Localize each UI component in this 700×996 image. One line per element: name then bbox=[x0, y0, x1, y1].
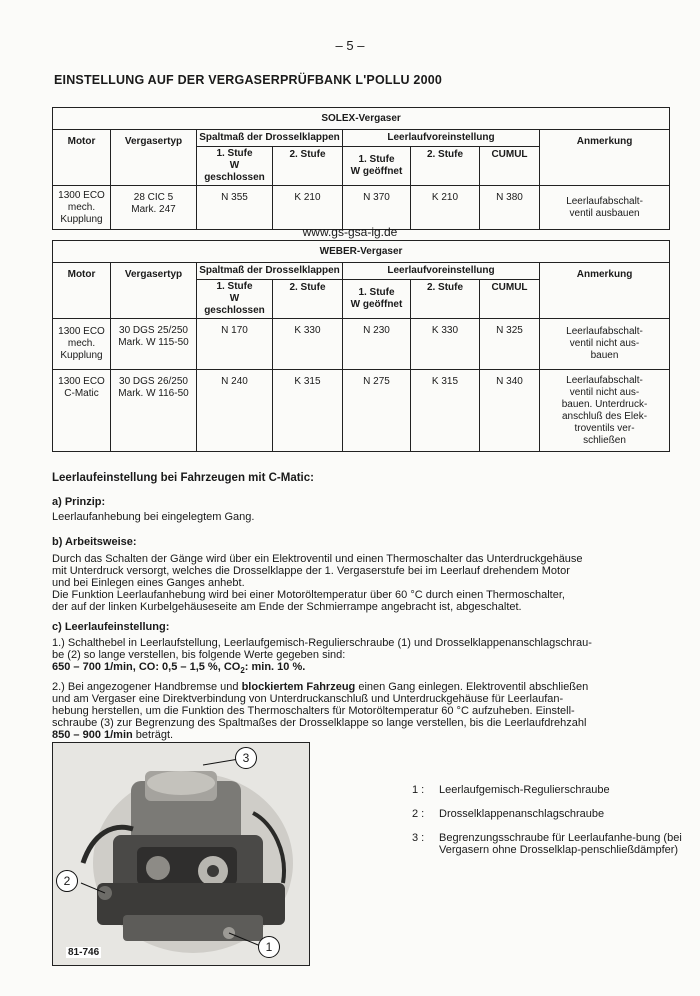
weber-title: WEBER-Vergaser bbox=[53, 241, 670, 263]
table-row bbox=[53, 186, 670, 230]
header-leerlauf: Leerlaufvoreinstellung bbox=[343, 263, 540, 280]
header-spaltmass: Spaltmaß der Drosselklappen bbox=[197, 130, 343, 147]
prinzip-text: Leerlaufanhebung bei eingelegtem Gang. bbox=[52, 511, 255, 523]
header-anmerkung: Anmerkung bbox=[540, 130, 670, 186]
arbeitsweise-text: Durch das Schalten der Gänge wird über ein Elektroventil und einen Thermoschalter das Unterdruckgehäuse mit Unterdruck versorgt, welches die Drosselklappe der 1. Vergaserstufe bei im Leerlauf drehendem Motor und bei Einlegen eines Ganges anhebt. Die Funktion Leerlaufanhebung wird bei einer Motoröltemperatur über 60 °C durch einen Thermoschalter, der auf der linken Kurbelgehäuseseite am Ende der Schmierrampe angebracht ist, abgeschaltet. bbox=[52, 553, 583, 613]
callout-3: 3 bbox=[235, 747, 257, 769]
cell-spalt1: N 240 bbox=[197, 370, 273, 452]
cell-anmerkung: Leerlaufabschalt- ventil nicht aus- bauen bbox=[540, 319, 670, 370]
cell-anmerkung: Leerlaufabschalt- ventil nicht aus- bauen. Unterdruck- anschluß des Elek- troventils ver- schließen bbox=[540, 370, 670, 452]
section-title: Leerlaufeinstellung bei Fahrzeugen mit C-Matic: bbox=[52, 472, 314, 484]
table-row bbox=[53, 370, 670, 452]
cell-vergasertyp: 30 DGS 26/250 Mark. W 116-50 bbox=[111, 370, 197, 452]
target-values: 650 – 700 1/min, CO: 0,5 – 1,5 %, $CO_2$: min. 10 %. bbox=[52, 661, 306, 676]
cell-anmerkung: Leerlaufabschalt- ventil ausbauen bbox=[540, 186, 670, 230]
header-spaltmass: Spaltmaß der Drosselklappen bbox=[197, 263, 343, 280]
cell-spalt1: N 355 bbox=[197, 186, 273, 230]
page-number: – 5 – bbox=[335, 38, 365, 53]
header-vergasertyp: Vergasertyp bbox=[111, 130, 197, 186]
header-motor: Motor bbox=[53, 263, 111, 319]
prinzip-block bbox=[52, 496, 672, 523]
header-stufe1-geschlossen: 1. Stufe W geschlossen bbox=[197, 280, 273, 319]
cell-spalt2: K 330 bbox=[273, 319, 343, 370]
header-stufe1-geschlossen: 1. Stufe W geschlossen bbox=[197, 147, 273, 186]
header-leerlauf: Leerlaufvoreinstellung bbox=[343, 130, 540, 147]
callout-2: 2 bbox=[56, 870, 78, 892]
header-stufe2: 2. Stufe bbox=[273, 280, 343, 319]
header-motor: Motor bbox=[53, 130, 111, 186]
watermark-url: www.gs-gsa-ig.de bbox=[302, 225, 398, 239]
callout-1: 1 bbox=[258, 936, 280, 958]
cell-leer1: N 275 bbox=[343, 370, 411, 452]
legend-text: Begrenzungsschraube für Leerlaufanhe-bung (bei Vergasern ohne Drosselklap-penschließdämpfer) bbox=[439, 832, 682, 856]
step-1: 1.) Schalthebel in Leerlaufstellung, Leerlaufgemisch-Regulierschraube (1) und Drosselklappenanschlagschrau- be (2) so lange verstellen, bis folgende Werte gegeben sind: 650 – 700 1/min, CO: 0,5 – 1,5 %, $CO_2$: min. 10 %. bbox=[52, 637, 672, 677]
cell-cumul: N 380 bbox=[480, 186, 540, 230]
cell-cumul: N 325 bbox=[480, 319, 540, 370]
header-stufe2: 2. Stufe bbox=[411, 147, 480, 186]
header-stufe1-geoeffnet: 1. Stufe W geöffnet bbox=[343, 280, 411, 319]
header-stufe1-geoeffnet: 1. Stufe W geöffnet bbox=[343, 147, 411, 186]
cell-leer2: K 210 bbox=[411, 186, 480, 230]
cell-leer2: K 315 bbox=[411, 370, 480, 452]
arbeitsweise-heading: b) Arbeitsweise: bbox=[52, 536, 137, 548]
solex-table bbox=[52, 107, 670, 230]
cell-spalt2: K 210 bbox=[273, 186, 343, 230]
cell-vergasertyp: 28 CIC 5 Mark. 247 bbox=[111, 186, 197, 230]
cell-motor: 1300 ECO mech. Kupplung bbox=[53, 319, 111, 370]
header-anmerkung: Anmerkung bbox=[540, 263, 670, 319]
cell-motor: 1300 ECO C-Matic bbox=[53, 370, 111, 452]
carburetor-photo bbox=[52, 742, 310, 966]
cell-leer1: N 370 bbox=[343, 186, 411, 230]
cell-leer2: K 330 bbox=[411, 319, 480, 370]
header-vergasertyp: Vergasertyp bbox=[111, 263, 197, 319]
table-row bbox=[53, 319, 670, 370]
figure-code: 81-746 bbox=[68, 947, 100, 958]
arbeitsweise-block bbox=[52, 536, 672, 613]
solex-title: SOLEX-Vergaser bbox=[53, 108, 670, 130]
cell-leer1: N 230 bbox=[343, 319, 411, 370]
page-heading: EINSTELLUNG AUF DER VERGASERPRÜFBANK L'POLLU 2000 bbox=[54, 73, 443, 87]
carburetor-illustration bbox=[53, 743, 309, 965]
weber-table bbox=[52, 240, 670, 452]
legend-number: 1 : bbox=[412, 784, 425, 796]
legend-number: 2 : bbox=[412, 808, 425, 820]
header-stufe2: 2. Stufe bbox=[273, 147, 343, 186]
cell-spalt1: N 170 bbox=[197, 319, 273, 370]
cell-vergasertyp: 30 DGS 25/250 Mark. W 115-50 bbox=[111, 319, 197, 370]
cell-spalt2: K 315 bbox=[273, 370, 343, 452]
header-cumul: CUMUL bbox=[480, 147, 540, 186]
cell-cumul: N 340 bbox=[480, 370, 540, 452]
header-cumul: CUMUL bbox=[480, 280, 540, 319]
step-2: 2.) Bei angezogener Handbremse und blockiertem Fahrzeug einen Gang einlegen. Elektroventil abschließen und am Vergaser eine Direktverbindung von Unterdruckanschluß und Unterdruckgehäuse für Leerlaufan- hebung herstellen, um die Funktion des Thermoschalters für Motoröltemperatur 60 °C aufzuheben. Einstell- schraube (3) zur Begrenzung des Spaltmaßes der Drosselklappe so lange verstellen, bis die Leerlaufdrehzahl 850 – 900 1/min beträgt. bbox=[52, 681, 589, 742]
prinzip-heading: a) Prinzip: bbox=[52, 496, 106, 508]
legend-number: 3 : bbox=[412, 832, 425, 844]
legend-text: Leerlaufgemisch-Regulierschraube bbox=[439, 784, 610, 796]
einstellung-block bbox=[52, 621, 672, 741]
header-stufe2: 2. Stufe bbox=[411, 280, 480, 319]
cell-motor: 1300 ECO mech. Kupplung bbox=[53, 186, 111, 230]
einstellung-heading: c) Leerlaufeinstellung: bbox=[52, 621, 170, 633]
legend-text: Drosselklappenanschlagschraube bbox=[439, 808, 605, 820]
